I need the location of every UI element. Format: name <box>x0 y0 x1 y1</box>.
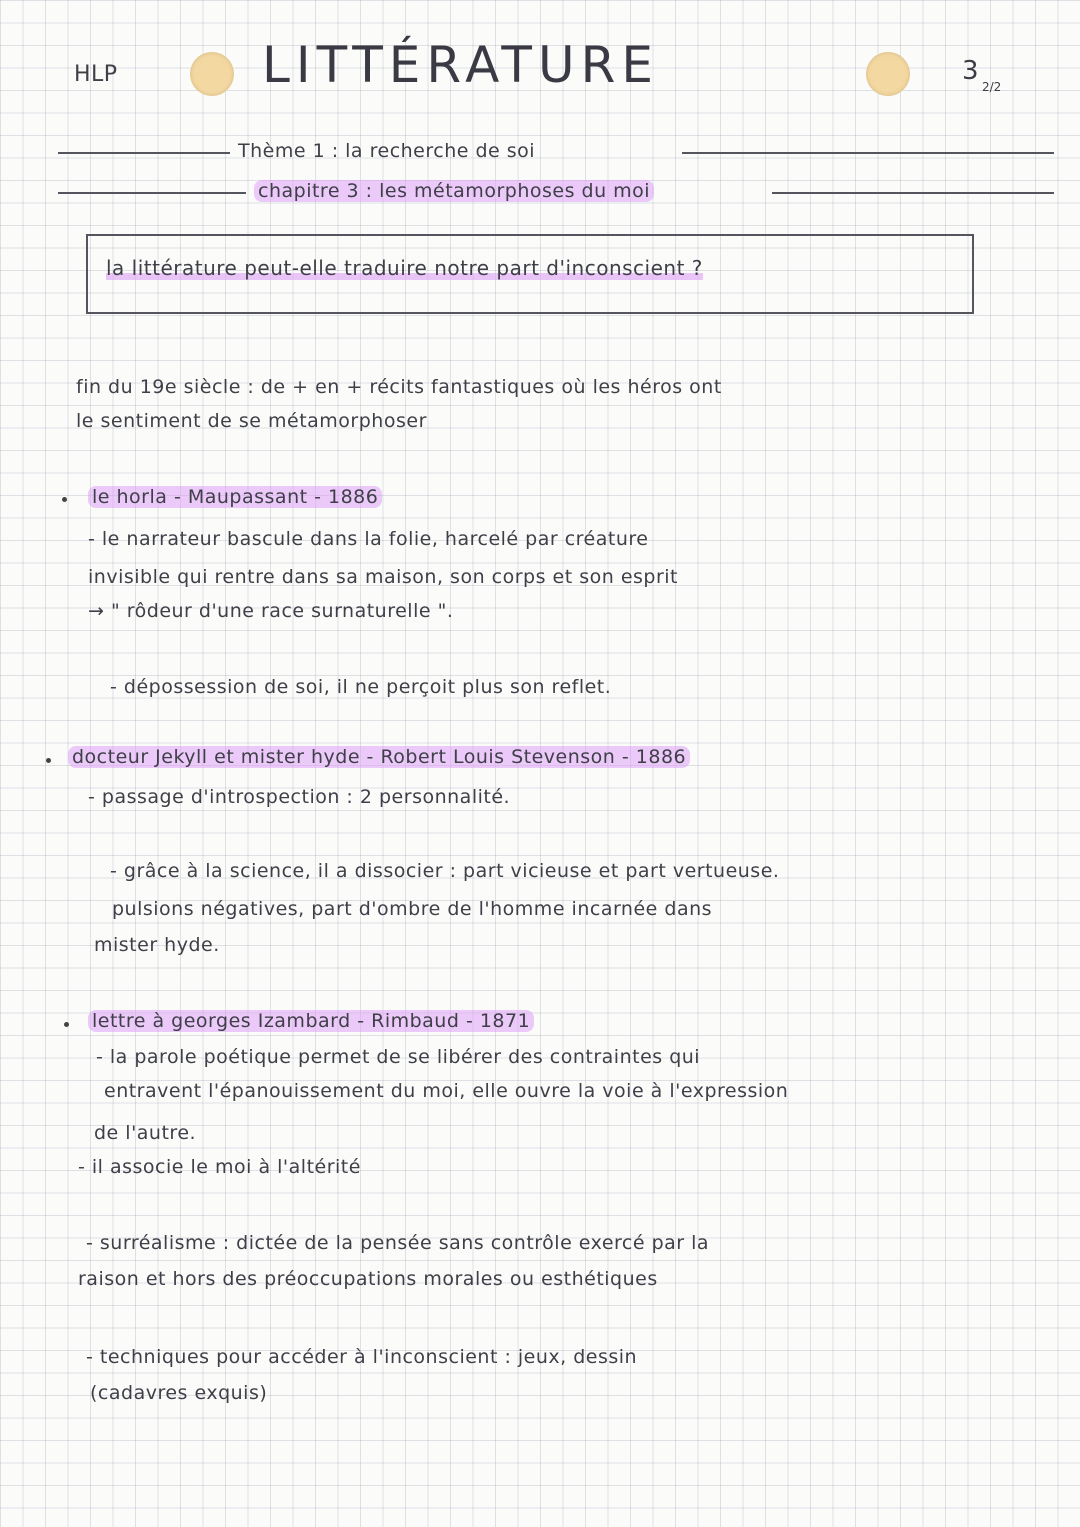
section-line: mister hyde. <box>94 934 220 956</box>
section-line: de l'autre. <box>94 1122 197 1144</box>
bullet <box>46 758 51 763</box>
question-text: la littérature peut-elle traduire notre part d'inconscient ? <box>106 256 703 280</box>
binder-hole-left <box>190 52 234 96</box>
chapter-line: chapitre 3 : les métamorphoses du moi <box>254 180 654 202</box>
section-line: entravent l'épanouissement du moi, elle ouvre la voie à l'expression <box>104 1080 789 1102</box>
section-line: pulsions négatives, part d'ombre de l'homme incarnée dans <box>112 898 713 920</box>
chapter-rule-left <box>58 192 246 194</box>
section-line: - dépossession de soi, il ne perçoit plus son reflet. <box>110 676 612 698</box>
section-line: invisible qui rentre dans sa maison, son corps et son esprit <box>88 566 679 588</box>
section-line: raison et hors des préoccupations morales ou esthétiques <box>78 1268 658 1290</box>
section-line: - passage d'introspection : 2 personnalité. <box>88 786 511 808</box>
page-title: LITTÉRATURE <box>262 36 659 94</box>
section-title-rimbaud: lettre à georges Izambard - Rimbaud - 1871 <box>88 1010 534 1032</box>
section-line: → " rôdeur d'une race surnaturelle ". <box>88 600 454 622</box>
section-line: - surréalisme : dictée de la pensée sans contrôle exercé par la <box>86 1232 710 1254</box>
theme-rule-right <box>682 152 1054 154</box>
intro-line-2: le sentiment de se métamorphoser <box>76 410 427 432</box>
section-line: - techniques pour accéder à l'inconscient : jeux, dessin <box>86 1346 638 1368</box>
section-line: - la parole poétique permet de se libérer des contraintes qui <box>96 1046 701 1068</box>
section-line: (cadavres exquis) <box>90 1382 268 1404</box>
section-line: - il associe le moi à l'altérité <box>78 1156 361 1178</box>
theme-rule-left <box>58 152 230 154</box>
page-fraction: 2/2 <box>982 80 1002 94</box>
section-line: - le narrateur bascule dans la folie, harcelé par créature <box>88 528 649 550</box>
section-title-jekyll: docteur Jekyll et mister hyde - Robert Louis Stevenson - 1886 <box>68 746 690 768</box>
subject-label: HLP <box>74 62 118 87</box>
page-number: 3 <box>962 56 979 86</box>
theme-line: Thème 1 : la recherche de soi <box>238 140 536 162</box>
intro-line-1: fin du 19e siècle : de + en + récits fantastiques où les héros ont <box>76 376 722 398</box>
binder-hole-right <box>866 52 910 96</box>
section-title-horla: le horla - Maupassant - 1886 <box>88 486 382 508</box>
bullet <box>62 497 67 502</box>
bullet <box>64 1022 69 1027</box>
chapter-rule-right <box>772 192 1054 194</box>
section-line: - grâce à la science, il a dissocier : part vicieuse et part vertueuse. <box>110 860 780 882</box>
